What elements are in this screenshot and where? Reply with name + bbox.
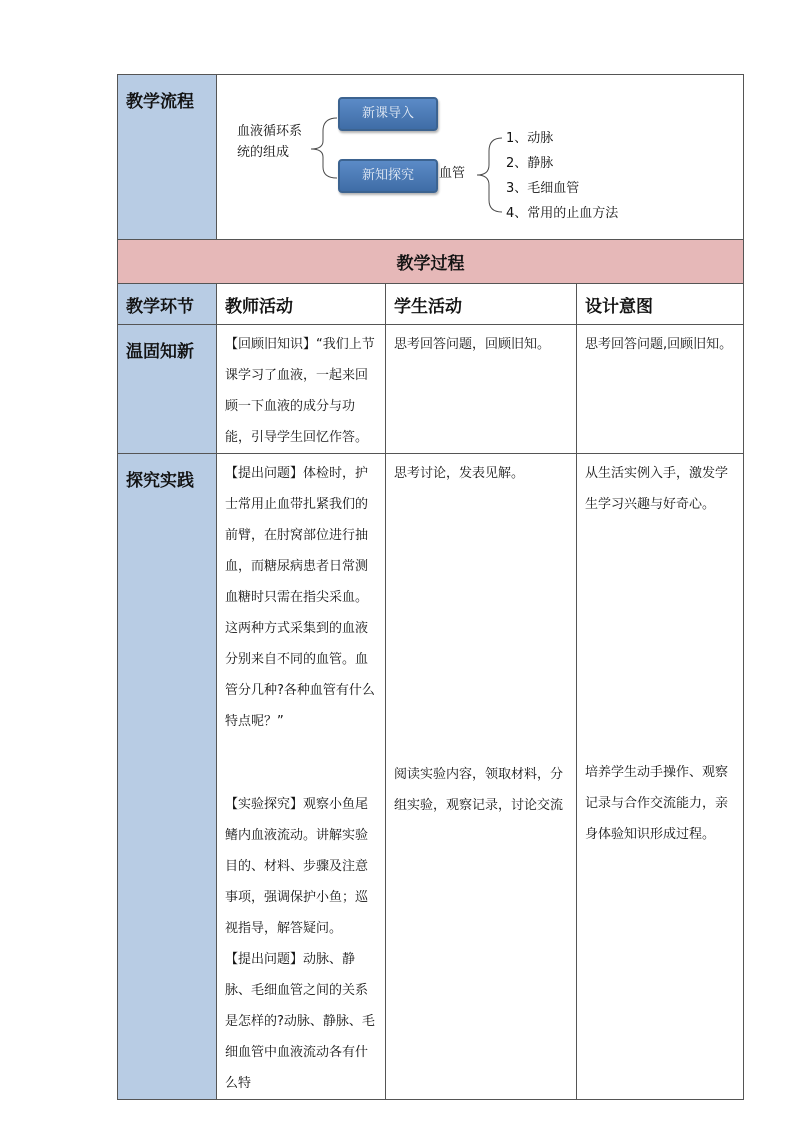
table-row bbox=[118, 325, 744, 454]
teacher-activity-explore bbox=[217, 454, 386, 1100]
flow-item-1: 1、动脉 bbox=[506, 131, 554, 146]
design-intent-explore bbox=[577, 454, 744, 1100]
header-student: 学生活动 bbox=[386, 284, 577, 325]
root-bracket bbox=[311, 118, 337, 178]
student-activity-explore bbox=[386, 454, 577, 1100]
flow-root-text: 血液循环系统的组成 bbox=[237, 124, 303, 160]
flow-diagram bbox=[217, 75, 743, 239]
student-text: 思考回答问题，回顾旧知。 bbox=[394, 337, 551, 352]
flow-item-4: 4、常用的止血方法 bbox=[506, 206, 619, 221]
flow-box-explore: 新知探究 bbox=[338, 159, 438, 193]
teacher-text: 【提出问题】动脉、静脉、毛细血管之间的关系是怎样的?动脉、静脉、毛细血管中血液流动各有什么特 bbox=[225, 952, 375, 1091]
header-row bbox=[118, 284, 744, 325]
student-text: 阅读实验内容，领取材料，分组实验，观察记录，讨论交流 bbox=[394, 767, 564, 813]
stage-explore: 探究实践 bbox=[118, 454, 217, 1100]
flow-branch-text: 血管 bbox=[439, 166, 466, 181]
header-stage: 教学环节 bbox=[118, 284, 217, 325]
header-intent: 设计意图 bbox=[577, 284, 744, 325]
flow-item-3: 3、毛细血管 bbox=[506, 181, 580, 196]
section-title-row bbox=[118, 240, 744, 284]
table-row bbox=[118, 454, 744, 1100]
teacher-activity-review bbox=[217, 325, 386, 454]
teacher-text: 【回顾旧知识】“我们上节课学习了血液，一起来回顾一下血液的成分与功能，引导学生回忆作答。 bbox=[225, 337, 375, 445]
intent-text: 培养学生动手操作、观察记录与合作交流能力，亲身体验知识形成过程。 bbox=[585, 765, 729, 842]
lesson-plan-table bbox=[117, 74, 744, 1100]
stage-review: 温固知新 bbox=[118, 325, 217, 454]
flow-row bbox=[118, 75, 744, 240]
intent-text: 思考回答问题,回顾旧知。 bbox=[585, 337, 733, 352]
teacher-text: 【实验探究】观察小鱼尾鳍内血液流动。讲解实验目的、材料、步骤及注意事项，强调保护小鱼；巡视指导，解答疑问。 bbox=[225, 797, 369, 936]
vessel-bracket bbox=[477, 138, 502, 212]
flow-label: 教学流程 bbox=[118, 75, 217, 240]
flow-item-2: 2、静脉 bbox=[506, 156, 554, 171]
header-teacher: 教师活动 bbox=[217, 284, 386, 325]
process-title: 教学过程 bbox=[118, 240, 744, 284]
flow-box-intro: 新课导入 bbox=[338, 97, 438, 131]
design-intent-review bbox=[577, 325, 744, 454]
intent-text: 从生活实例入手，激发学生学习兴趣与好奇心。 bbox=[585, 466, 729, 512]
flow-diagram-cell bbox=[217, 75, 744, 240]
teacher-text: 【提出问题】体检时，护士常用止血带扎紧我们的前臂，在肘窝部位进行抽血，而糖尿病患者日常测血糖时只需在指尖采血。这两种方式采集到的血液分别来自不同的血管。血管分几种?各种血管有什么特点呢？” bbox=[225, 466, 375, 729]
student-activity-review bbox=[386, 325, 577, 454]
student-text: 思考讨论，发表见解。 bbox=[394, 466, 525, 481]
